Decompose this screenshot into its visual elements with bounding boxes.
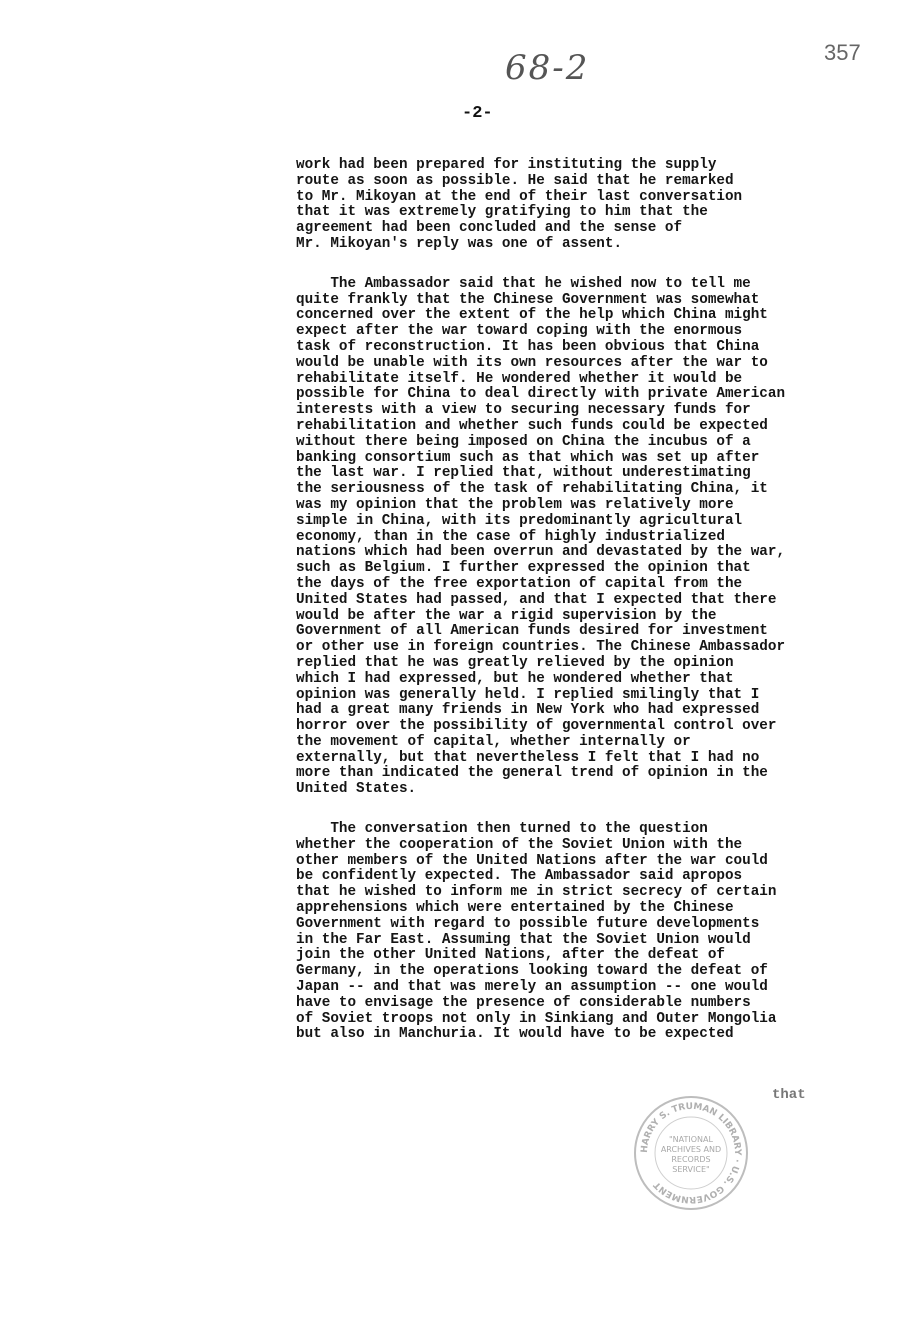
text-line: other members of the United Nations after the war could <box>296 852 768 869</box>
text-line: task of reconstruction. It has been obvious that China <box>296 338 760 355</box>
text-line: which I had expressed, but he wondered whether that <box>296 670 734 687</box>
text-line: agreement had been concluded and the sense of <box>296 220 683 237</box>
text-line: to Mr. Mikoyan at the end of their last conversation <box>296 188 743 205</box>
text-line: interests with a view to securing necessary funds for <box>296 402 751 419</box>
text-line: nations which had been overrun and devastated by the war, <box>296 544 786 561</box>
text-line: be confidently expected. The Ambassador said apropos <box>296 868 743 885</box>
text-line: replied that he was greatly relieved by the opinion <box>296 654 734 671</box>
text-line: more than indicated the general trend of opinion in the <box>296 765 768 782</box>
text-line: the days of the free exportation of capital from the <box>296 575 743 592</box>
text-line: United States had passed, and that I expected that there <box>296 591 777 608</box>
text-line: horror over the possibility of governmental control over <box>296 718 777 735</box>
text-line: have to envisage the presence of considerable numbers <box>296 994 751 1011</box>
text-line: concerned over the extent of the help which China might <box>296 307 768 324</box>
text-line: would be unable with its own resources after the war to <box>296 354 768 371</box>
text-line: route as soon as possible. He said that he remarked <box>296 172 734 189</box>
text-line: whether the cooperation of the Soviet Union with the <box>296 836 743 853</box>
handwritten-file-mark: 68-2 <box>505 48 590 88</box>
text-line: that it was extremely gratifying to him that the <box>296 204 708 221</box>
text-line: or other use in foreign countries. The Chinese Ambassador <box>296 639 786 656</box>
text-line: Government with regard to possible future developments <box>296 915 760 932</box>
text-line: Germany, in the operations looking toward the defeat of <box>296 963 768 980</box>
text-line: of Soviet troops not only in Sinkiang and Outer Mongolia <box>296 1010 777 1027</box>
text-line: the last war. I replied that, without underestimating <box>296 465 751 482</box>
text-line: join the other United Nations, after the defeat of <box>296 947 725 964</box>
text-line: opinion was generally held. I replied smilingly that I <box>296 686 760 703</box>
text-line: was my opinion that the problem was relatively more <box>296 496 734 513</box>
text-line: Mr. Mikoyan's reply was one of assent. <box>296 235 623 252</box>
stamp-ring-text: HARRY S. TRUMAN LIBRARY · U.S. GOVERNMENT <box>639 1101 743 1205</box>
text-line: United States. <box>296 781 417 798</box>
stamp-line: ARCHIVES AND <box>660 1145 722 1154</box>
letter-body <box>296 158 871 1043</box>
text-line: rehabilitation and whether such funds could be expected <box>296 417 768 434</box>
text-line: without there being imposed on China the incubus of a <box>296 433 751 450</box>
text-line: in the Far East. Assuming that the Soviet Union would <box>296 931 751 948</box>
text-line: quite frankly that the Chinese Government was somewhat <box>296 291 760 308</box>
text-line: simple in China, with its predominantly agricultural <box>296 512 743 529</box>
paragraph-1 <box>296 158 871 253</box>
continuation-word: that <box>772 1087 806 1103</box>
archive-stamp <box>632 1094 750 1212</box>
page-stamp-number: 357 <box>824 40 861 65</box>
text-line: externally, but that nevertheless I felt that I had no <box>296 749 760 766</box>
text-line: rehabilitate itself. He wondered whether it would be <box>296 370 743 387</box>
text-line: Government of all American funds desired for investment <box>296 623 768 640</box>
text-line: had a great many friends in New York who had expressed <box>296 702 760 719</box>
stamp-line: RECORDS <box>671 1155 711 1164</box>
stamp-line: SERVICE" <box>672 1165 710 1174</box>
text-line: Japan -- and that was merely an assumption -- one would <box>296 979 768 996</box>
archive-stamp-seal-icon <box>632 1094 750 1212</box>
paragraph-3 <box>296 822 871 1043</box>
text-line: would be after the war a rigid supervision by the <box>296 607 717 624</box>
text-line: economy, than in the case of highly industrialized <box>296 528 725 545</box>
text-line: the seriousness of the task of rehabilitating China, it <box>296 481 768 498</box>
stamp-line: "NATIONAL <box>669 1135 713 1144</box>
text-line: but also in Manchuria. It would have to be expected <box>296 1026 734 1043</box>
text-line: the movement of capital, whether internally or <box>296 733 691 750</box>
text-line: that he wished to inform me in strict secrecy of certain <box>296 884 777 901</box>
text-line: apprehensions which were entertained by the Chinese <box>296 900 734 917</box>
text-line: expect after the war toward coping with the enormous <box>296 323 743 340</box>
page-number: -2- <box>462 104 493 123</box>
text-line: banking consortium such as that which was set up after <box>296 449 760 466</box>
paragraph-2 <box>296 277 871 798</box>
text-line: The conversation then turned to the question <box>296 821 708 838</box>
text-line: such as Belgium. I further expressed the opinion that <box>296 560 751 577</box>
text-line: possible for China to deal directly with private American <box>296 386 786 403</box>
text-line: The Ambassador said that he wished now to tell me <box>296 275 751 292</box>
text-line: work had been prepared for instituting the supply <box>296 157 717 173</box>
